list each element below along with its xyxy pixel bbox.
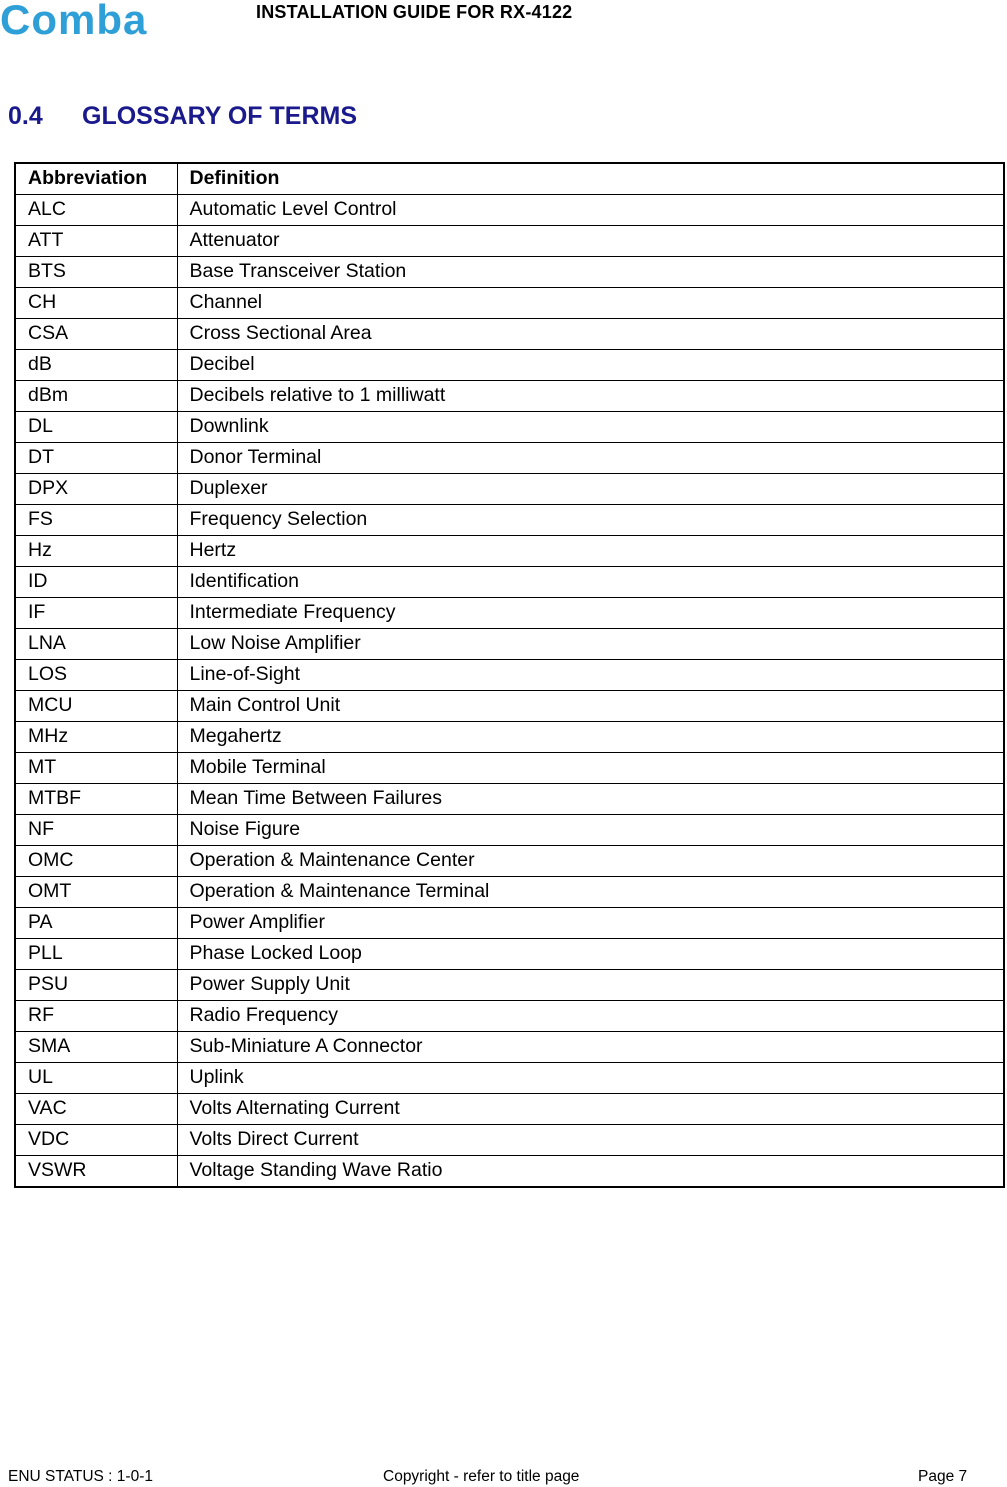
- abbreviation-cell: MHz: [15, 722, 177, 753]
- table-row: [15, 970, 1004, 1001]
- table-row: [15, 908, 1004, 939]
- abbreviation-cell: FS: [15, 505, 177, 536]
- section-title: GLOSSARY OF TERMS: [82, 102, 358, 130]
- definition-cell: Noise Figure: [177, 815, 1004, 846]
- table-row: [15, 567, 1004, 598]
- table-row: [15, 753, 1004, 784]
- abbreviation-cell: VSWR: [15, 1156, 177, 1188]
- table-row: [15, 660, 1004, 691]
- footer-page-number: Page 7: [918, 1468, 968, 1485]
- definition-cell: Line-of-Sight: [177, 660, 1004, 691]
- abbreviation-cell: dBm: [15, 381, 177, 412]
- abbreviation-cell: PSU: [15, 970, 177, 1001]
- definition-cell: Sub-Miniature A Connector: [177, 1032, 1004, 1063]
- table-row: [15, 877, 1004, 908]
- table-row: [15, 1094, 1004, 1125]
- comba-logo: [0, 0, 185, 40]
- abbreviation-cell: ID: [15, 567, 177, 598]
- section-number: 0.4: [8, 102, 43, 130]
- svg-text:Comba: Comba: [0, 0, 148, 40]
- table-row: [15, 319, 1004, 350]
- definition-cell: Channel: [177, 288, 1004, 319]
- definition-cell: Phase Locked Loop: [177, 939, 1004, 970]
- abbreviation-cell: ALC: [15, 195, 177, 226]
- definition-cell: Megahertz: [177, 722, 1004, 753]
- abbreviation-cell: IF: [15, 598, 177, 629]
- table-row: [15, 629, 1004, 660]
- abbreviation-cell: LNA: [15, 629, 177, 660]
- definition-cell: Identification: [177, 567, 1004, 598]
- table-row: [15, 381, 1004, 412]
- definition-cell: Power Amplifier: [177, 908, 1004, 939]
- glossary-table: [14, 162, 1005, 1188]
- section-heading: [8, 102, 357, 131]
- definition-cell: Donor Terminal: [177, 443, 1004, 474]
- definition-cell: Downlink: [177, 412, 1004, 443]
- definition-cell: Intermediate Frequency: [177, 598, 1004, 629]
- table-row: [15, 1156, 1004, 1188]
- abbreviation-cell: DPX: [15, 474, 177, 505]
- table-row: [15, 1001, 1004, 1032]
- table-row: [15, 1063, 1004, 1094]
- definition-cell: Uplink: [177, 1063, 1004, 1094]
- table-row: [15, 939, 1004, 970]
- table-row: [15, 722, 1004, 753]
- abbreviation-cell: CH: [15, 288, 177, 319]
- definition-cell: Power Supply Unit: [177, 970, 1004, 1001]
- document-title: INSTALLATION GUIDE FOR RX-4122: [256, 2, 573, 22]
- definition-cell: Mobile Terminal: [177, 753, 1004, 784]
- table-row: [15, 598, 1004, 629]
- column-header-abbreviation: Abbreviation: [15, 163, 177, 195]
- table-row: [15, 1125, 1004, 1156]
- definition-cell: Attenuator: [177, 226, 1004, 257]
- footer-status: ENU STATUS : 1-0-1: [8, 1468, 153, 1485]
- definition-cell: Volts Direct Current: [177, 1125, 1004, 1156]
- abbreviation-cell: LOS: [15, 660, 177, 691]
- abbreviation-cell: MCU: [15, 691, 177, 722]
- table-row: [15, 784, 1004, 815]
- abbreviation-cell: BTS: [15, 257, 177, 288]
- footer-copyright: Copyright - refer to title page: [383, 1468, 580, 1485]
- definition-cell: Volts Alternating Current: [177, 1094, 1004, 1125]
- definition-cell: Automatic Level Control: [177, 195, 1004, 226]
- definition-cell: Frequency Selection: [177, 505, 1004, 536]
- definition-cell: Voltage Standing Wave Ratio: [177, 1156, 1004, 1188]
- table-row: [15, 257, 1004, 288]
- table-row: [15, 443, 1004, 474]
- definition-cell: Cross Sectional Area: [177, 319, 1004, 350]
- abbreviation-cell: PLL: [15, 939, 177, 970]
- abbreviation-cell: OMC: [15, 846, 177, 877]
- abbreviation-cell: DL: [15, 412, 177, 443]
- table-row: [15, 288, 1004, 319]
- abbreviation-cell: DT: [15, 443, 177, 474]
- abbreviation-cell: ATT: [15, 226, 177, 257]
- abbreviation-cell: MT: [15, 753, 177, 784]
- table-row: [15, 691, 1004, 722]
- abbreviation-cell: CSA: [15, 319, 177, 350]
- definition-cell: Mean Time Between Failures: [177, 784, 1004, 815]
- abbreviation-cell: MTBF: [15, 784, 177, 815]
- table-row: [15, 846, 1004, 877]
- abbreviation-cell: NF: [15, 815, 177, 846]
- abbreviation-cell: RF: [15, 1001, 177, 1032]
- table-row: [15, 350, 1004, 381]
- definition-cell: Decibel: [177, 350, 1004, 381]
- definition-cell: Decibels relative to 1 milliwatt: [177, 381, 1004, 412]
- table-row: [15, 505, 1004, 536]
- table-row: [15, 815, 1004, 846]
- glossary-body: [15, 195, 1004, 1188]
- table-row: [15, 536, 1004, 567]
- table-row: [15, 412, 1004, 443]
- column-header-definition: Definition: [177, 163, 1004, 195]
- abbreviation-cell: SMA: [15, 1032, 177, 1063]
- abbreviation-cell: Hz: [15, 536, 177, 567]
- abbreviation-cell: UL: [15, 1063, 177, 1094]
- definition-cell: Hertz: [177, 536, 1004, 567]
- abbreviation-cell: VAC: [15, 1094, 177, 1125]
- abbreviation-cell: VDC: [15, 1125, 177, 1156]
- definition-cell: Operation & Maintenance Terminal: [177, 877, 1004, 908]
- definition-cell: Base Transceiver Station: [177, 257, 1004, 288]
- table-row: [15, 195, 1004, 226]
- table-row: [15, 474, 1004, 505]
- definition-cell: Operation & Maintenance Center: [177, 846, 1004, 877]
- definition-cell: Low Noise Amplifier: [177, 629, 1004, 660]
- abbreviation-cell: OMT: [15, 877, 177, 908]
- definition-cell: Main Control Unit: [177, 691, 1004, 722]
- definition-cell: Duplexer: [177, 474, 1004, 505]
- definition-cell: Radio Frequency: [177, 1001, 1004, 1032]
- table-header-row: [15, 163, 1004, 195]
- abbreviation-cell: PA: [15, 908, 177, 939]
- table-row: [15, 1032, 1004, 1063]
- abbreviation-cell: dB: [15, 350, 177, 381]
- table-row: [15, 226, 1004, 257]
